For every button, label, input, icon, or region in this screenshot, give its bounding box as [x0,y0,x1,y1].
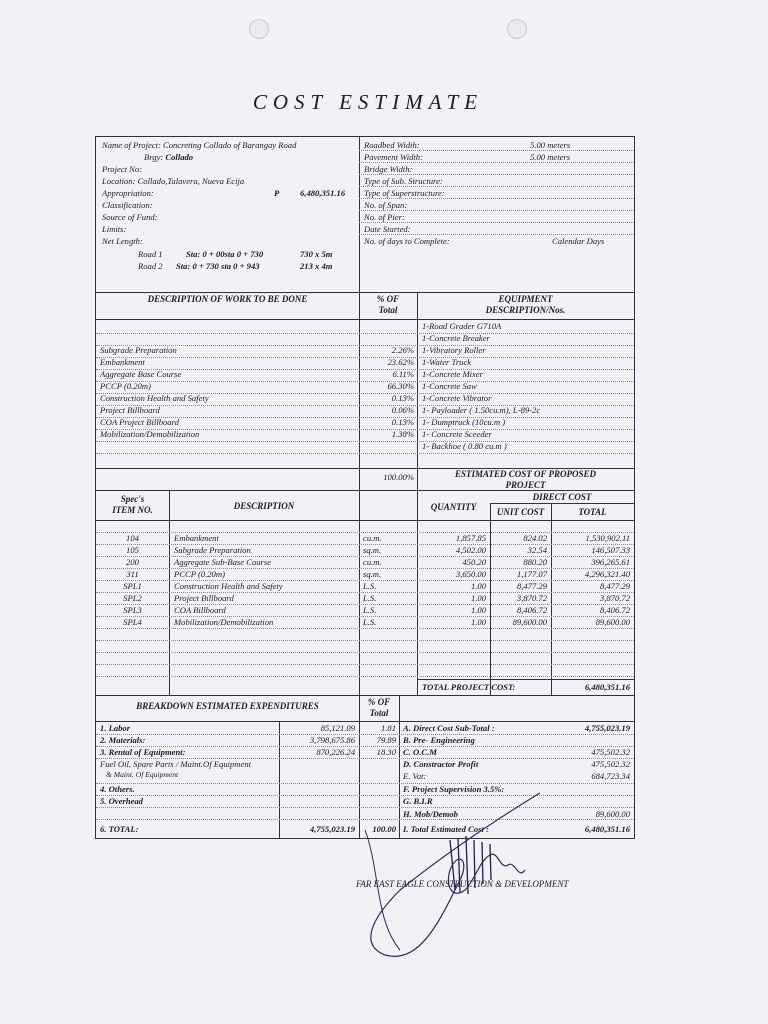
list-item: E. Vat: [403,771,427,781]
work-total-pct: 100.00% [383,472,414,482]
list-item: 1-Concrete Vibrator [422,393,492,403]
list-item: C. O.C.M [403,747,437,757]
work-description-header: DESCRIPTION OF WORK TO BE DONE [147,294,308,304]
list-item: H. Mob/Demob [403,809,458,819]
list-item: 1-Road Grader G710A [422,321,502,331]
list-item: 1-Vibratory Roller [422,345,486,355]
total-header: TOTAL [578,507,607,517]
list-item: 5. Overhead [100,796,143,806]
quantity-header: QUANTITY [430,502,477,512]
list-item: 1- Dumptruck (10cu.m ) [422,417,506,427]
list-item: 1- Backhoe ( 0.80 cu.m ) [422,441,507,451]
list-item: G. B.I.R [403,796,433,806]
list-item: 1-Concrete Breaker [422,333,490,343]
signature [340,770,540,970]
list-item: A. Direct Cost Sub-Total : [403,723,495,733]
appropriation-value: 6,480,351.16 [300,188,346,198]
punch-hole-right [507,19,527,39]
breakdown-pct-header: % OF Total [367,697,391,718]
breakdown-total-pct: 100.00 [372,824,396,834]
list-item: F. Project Supervision 3.5%: [403,784,505,794]
list-item: B. Pre- Engineering [403,735,475,745]
list-item: 1-Water Truck [422,357,472,367]
list-item: Subgrade Preparation [100,345,177,355]
description-header: DESCRIPTION [233,501,295,511]
list-item: Construction Health and Safety [100,393,209,403]
spec-item-header: Spec's ITEM NO. [112,494,153,515]
list-item: Aggregate Base Course [100,369,182,379]
list-item: 4. Others. [100,784,135,794]
list-item: 1. Labor [100,723,131,733]
list-item: & Maint. Of Equipment [106,770,179,779]
list-item: D. Constractor Profit [403,759,479,769]
breakdown-total-amount: 4,755,023.19 [309,824,355,834]
list-item: Embankment [100,357,145,367]
work-pct-header: % OF Total [376,294,400,315]
cost-estimate-form: Name of Project: Concreting Collado of Barangay Road Brgy: Collado Project No: Location: Collado,Talavera, Nueva Ecija Appropriation: P 6,480,351.16 Classification: Source of Fund: Limits: Net Length: Road 1 Sta: 0 + 00sta 0 + 730 730 x 5m Road 2 Sta: 0 + 730 sta 0 + 943 213 x 4m Roadbed Width: 5.00 meters Pavement Width: 5.00 meters Bridge Width: Type of Sub. Structure: Type of Superstructure: No. of Span: No. of Pier: Date Started: No. of days to Complete: Calendar Days DESCRIPTION OF WORK TO BE DONE % OF Total EQUIPMENT DESCRIPTION/Nos. 1-Road Grader G710A 1-Concrete Breaker 1-Vibratory Roller 1-Water Truck 1-Concrete Mixer 1-Concrete Saw 1-Concrete Vibrator 1- Payloader ( 1.50cu.m), L-89-2c 1- Dumptruck (10cu.m ) 1- Concrete Sceeder 1- Backhoe ( 0.80 cu.m ) Subgrade Preparation 2.26% Embankment 23.62% Aggregate Base Course 6.11% PCCP (0.20m) 66.30% Construction Health and Safety 0.13% Project Billboard 0.06% COA Project Billboard 0.13% Mobilization/Demobilization 1.38% 100.00% ESTIMATED COST OF PROPOSED PROJECT Spec's ITEM NO. DESCRIPTION QUANTITY DIRECT COST UNIT COST TOTAL 104 Embankment cu.m. 1,857.85 824.02 1,530,902.11 105 Subgrade Preparation sq.m. 4,502.00 32.54 146,507.33 200 Aggregate Sub-Base Course cu.m. 450.20 880.20 396,265.61 311 PCCP (0.20m) sq.m. 3,650.00 1,177.07 4,296,321.40 SPL1 Construction Health and Safety L.S. 1.00 8,477.29 8,477.29 SPL2 Project Billboard L.S. 1.00 3,870.72 3,870.72 SPL3 COA Billboard L.S. 1.00 8,406.72 8,406.72 SPL4 Mobilization/Demobilization L.S. 1.00 89,600.00 89,600.00 TOTAL PROJECT COST: 6,480,351.16 BREAKDOWN ESTIMATED EXPENDITURES % OF Total 1. Labor 85,121.09 1.81 2. Materials: 3,798,675.86 79.89 3. Rental of Equipment: 870,226.24 18.30 Fuel Oil, Spare Parts / Maint.Of Equipment & Maint. Of Equipment 4. Others. 5. Overhead A. Direct Cost Sub-Total : 4,755,023.19 B. Pre- Engineering C. O.C.M 475,502.32 D. Constractor Profit 475,502.32 E. Vat: 684,723.34 F. Project Supervision 3.5%: G. B.I.R H. Mob/Demob 89,600.00 I. Total Estimated Cost : 6,480,351.16 6. TOTAL: 4,755,023.19 100.00 [95,136,635,839]
document-title: COST ESTIMATE [252,90,484,114]
list-item: Project Billboard [100,405,160,415]
list-item: 2. Materials: [100,735,146,745]
equipment-header: EQUIPMENT DESCRIPTION/Nos. [485,294,566,315]
list-item: 1-Concrete Mixer [422,369,484,379]
direct-cost-header: DIRECT COST [532,492,592,502]
total-project-cost-label: TOTAL PROJECT COST: [422,682,516,692]
list-item: 3. Rental of Equipment: [100,747,186,757]
list-item: 1- Payloader ( 1.50cu.m), L-89-2c [422,405,541,415]
punch-hole-left [249,19,269,39]
company-name: FAR EAST EAGLE CONSTRUCTION & DEVELOPMENT [356,879,569,889]
breakdown-total-label: 6. TOTAL: [100,824,139,834]
list-item: COA Project Billboard [100,417,179,427]
estimated-cost-title: ESTIMATED COST OF PROPOSED PROJECT [454,469,597,490]
list-item: 1- Concrete Sceeder [422,429,492,439]
list-item: 1-Concrete Saw [422,381,477,391]
total-project-cost-value: 6,480,351.16 [584,682,630,692]
breakdown-title: BREAKDOWN ESTIMATED EXPENDITURES [136,701,319,711]
list-item: Fuel Oil, Spare Parts / Maint.Of Equipment [100,759,252,769]
list-item: I. Total Estimated Cost : [403,824,489,834]
unit-cost-header: UNIT COST [496,507,545,517]
list-item: Mobilization/Demobilization [100,429,200,439]
list-item: PCCP (0.20m) [100,381,151,391]
